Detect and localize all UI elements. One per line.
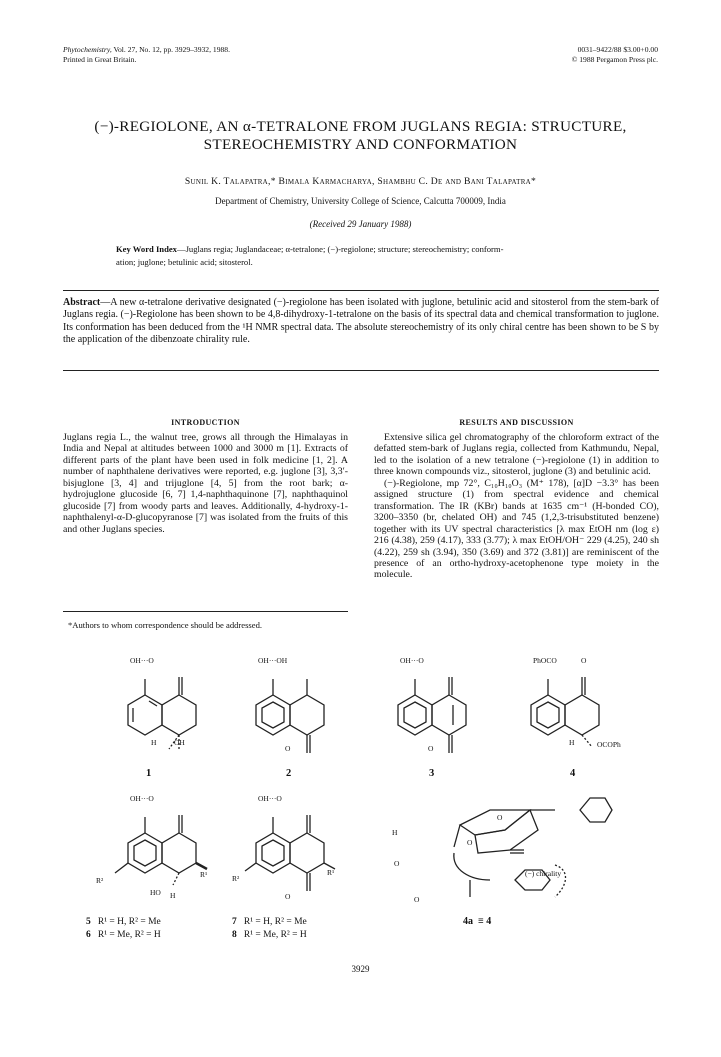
results-paragraph-1: Extensive silica gel chromatography of the chloroform extract of the defatted stem-bark of Juglans regia, collected from Kathmundu, Nepal, led to the isolation of a new tetralone (−)-regiolone (1) in addition to three known compounds viz., sitosterol, juglone (3) and betulinic acid. [374, 432, 659, 478]
label-4a-o4: O [414, 895, 420, 904]
legend-7: R¹ = H, R² = Me [243, 917, 307, 927]
journal-name: Phytochemistry, [63, 45, 112, 54]
label-4a-o1: O [497, 813, 503, 822]
label-2-o: O [285, 744, 291, 753]
label-4-o: O [581, 656, 587, 665]
label-4-ocoph: OCOPh [597, 740, 621, 749]
title-line-1: (−)-REGIOLONE, AN α-TETRALONE FROM JUGLANS REGIA: STRUCTURE, [94, 118, 627, 135]
equivalence: ≡ 4 [478, 916, 492, 927]
legend-5: R¹ = H, R² = Me [97, 917, 161, 927]
printed-in: Printed in Great Britain. [63, 55, 137, 64]
journal-citation [63, 45, 230, 55]
structure-3 [398, 677, 466, 753]
legend-4a [463, 916, 491, 927]
legend-5-6 [86, 916, 161, 941]
compound-8: 8 [232, 929, 237, 940]
label-1-oh: OH [174, 738, 185, 747]
legend-8: R¹ = Me, R² = H [243, 929, 307, 940]
legend-6: R¹ = Me, R² = H [97, 929, 161, 940]
issn: 0031–9422/88 $3.00+0.00 [577, 45, 658, 54]
footnote-rule [63, 611, 348, 612]
label-5-r1: R¹ [200, 870, 208, 879]
compound-1: 1 [146, 768, 152, 779]
compound-4: 4 [570, 768, 576, 779]
compound-5: 5 [86, 917, 91, 927]
abstract [63, 297, 659, 347]
label-5-r2: R² [96, 876, 104, 885]
compound-7: 7 [232, 917, 237, 927]
label-4-phoco: PhOCO [533, 656, 557, 665]
label-4a-o2: O [467, 838, 473, 847]
results-heading: RESULTS AND DISCUSSION [459, 418, 574, 427]
footnote: *Authors to whom correspondence should be addressed. [68, 620, 263, 630]
compound-6: 6 [86, 929, 91, 940]
keywords-label: Key Word Index [116, 244, 177, 254]
structure-4a [454, 798, 612, 897]
copyright: © 1988 Pergamon Press plc. [571, 55, 658, 64]
page-number: 3929 [351, 964, 370, 974]
label-3-oh-o: OH···O [400, 656, 424, 665]
structure-5-6 [115, 815, 207, 885]
label-1-oh-o: OH···O [130, 656, 154, 665]
legend-7-8 [232, 916, 307, 941]
affiliation: Department of Chemistry, University College of Science, Calcutta 700009, India [215, 196, 506, 206]
label-4a-h: H [392, 828, 398, 837]
abstract-text: —A new α-tetralone derivative designated (−)-regiolone has been isolated with juglone, betulinic acid and sitosterol from the stem-bark of Juglans regia. (−)-Regiolone has been shown to be 4,8-dihydroxy-1-tetralone on the basis of its spectral data and chemical transformation to juglone. Its conformation has been deduced from the ¹H NMR spectral data. The absolute stereochemistry of its only chiral centre has been shown to be S by the application of the dibenzoate chirality rule. [63, 297, 659, 346]
label-1-h: H [151, 738, 157, 747]
label-5-ho: HO [150, 888, 161, 897]
label-4a-chirality: (−) chirality [525, 869, 562, 878]
rule-bottom [63, 370, 659, 371]
keywords-text: —Juglans regia; Juglandaceae; α-tetralone; (−)-regiolone; structure; stereochemistry; conform- [176, 244, 504, 254]
introduction-text: Juglans regia L., the walnut tree, grows all through the Himalayas in India and Nepal at altitudes between 1000 and 3000 m [1]. Extracts of different parts of the plant have been used in folk medicine [1, 2]. A number of naphthalene derivatives were reported, e.g. juglone [3], 3,3′-bisjuglone [3, 4] and trijuglone [4, 5] from the root bark; α-hydrojuglone glucoside [6, 7] 1,4-naphthaquinone [7], naphthaquinol glucoside [7] from woody parts and leaves. Additionally, 4-hydroxy-1-naphthalenyl-α-D-glucopyranose [7] was isolated from the fruits of this and other Juglans species. [63, 432, 348, 535]
label-7-r1: R¹ [327, 868, 335, 877]
abstract-label: Abstract [63, 297, 101, 308]
rule-top [63, 290, 659, 291]
label-5-h: H [170, 891, 176, 900]
label-3-o: O [428, 744, 434, 753]
structure-1 [128, 677, 196, 749]
authors: Sunil K. Talapatra,* Bimala Karmacharya, Shambhu C. De and Bani Talapatra* [184, 176, 537, 187]
journal-volume: Vol. 27, No. 12, pp. 3929–3932, 1988. [111, 45, 230, 54]
introduction-heading: INTRODUCTION [171, 418, 240, 427]
title-line-2: STEREOCHEMISTRY AND CONFORMATION [203, 136, 518, 153]
results-paragraph-2: (−)-Regiolone, mp 72°, C₁₀H₁₀O₃ (M⁺ 178), [α]D −3.3° has been assigned structure (1) from spectral evidence and chemical transformation. The IR (KBr) bands at 1635 cm⁻¹ (H-bonded CO), 3200–3350 (br, chelated OH) and 745 (1,2,3-trisubstituted benzene) together with its UV spectral characteristics [λ max EtOH nm (log ε) 216 (4.38), 259 (4.17), 333 (3.77); λ max EtOH/OH⁻ 229 (4.25), 240 sh (4.22), 259 sh (3.94), 350 (3.69) and 372 (3.81)] are reminiscent of the presence of an ortho-hydroxy-acetophenone type moiety in the molecule. [374, 477, 659, 581]
compound-4a: 4a [463, 916, 473, 927]
structure-4 [531, 677, 599, 747]
label-5-oh-o: OH···O [130, 794, 154, 803]
label-7-r2: R² [232, 874, 240, 883]
keywords-text-2: ation; juglone; betulinic acid; sitosterol. [116, 256, 253, 267]
results-text [374, 432, 659, 581]
structure-7-8 [245, 815, 335, 891]
chemical-structures [60, 655, 660, 955]
label-7-oh-o: OH···O [258, 794, 282, 803]
compound-2: 2 [286, 768, 292, 779]
compound-3: 3 [429, 768, 435, 779]
label-4-h: H [569, 738, 575, 747]
keywords [116, 243, 616, 268]
label-4a-o3: O [394, 859, 400, 868]
received-date: (Received 29 January 1988) [309, 219, 412, 229]
structure-2 [256, 679, 324, 753]
label-2-oh-oh: OH···OH [258, 656, 288, 665]
label-7-o: O [285, 892, 291, 901]
